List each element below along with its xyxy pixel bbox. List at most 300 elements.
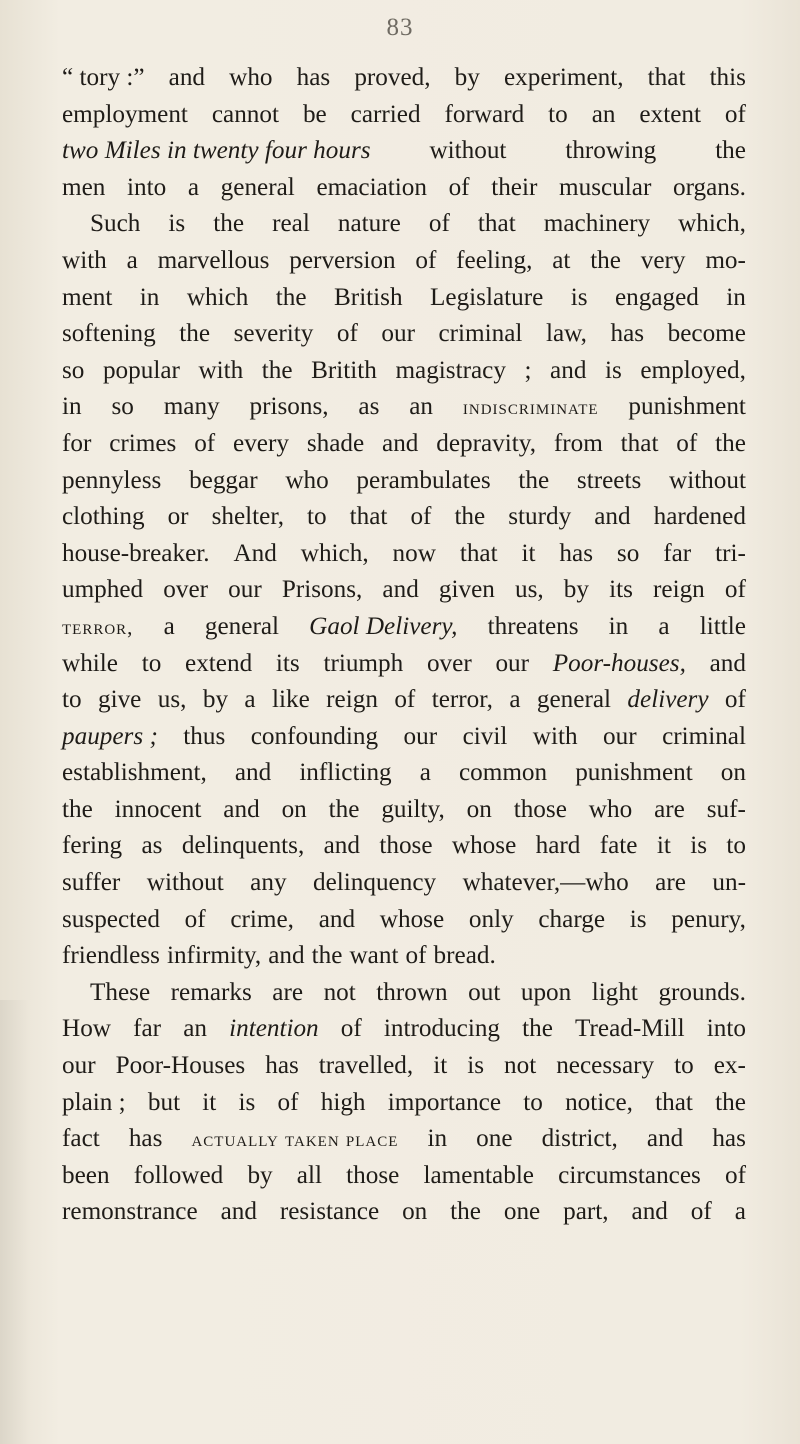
word: importance xyxy=(387,1088,502,1116)
word: is xyxy=(690,832,708,860)
word: inflicting xyxy=(299,759,392,787)
word: want xyxy=(349,942,399,970)
word: to xyxy=(307,503,327,531)
word: the xyxy=(179,320,211,348)
word: general xyxy=(204,612,280,640)
word: severity xyxy=(233,320,314,348)
word: These xyxy=(90,978,151,1006)
word: it xyxy=(202,1088,217,1116)
word: only xyxy=(468,905,514,933)
word: is xyxy=(604,356,622,384)
word: experiment, xyxy=(503,64,624,91)
word: its xyxy=(275,649,300,677)
page-shadow xyxy=(0,1000,30,1444)
word: one xyxy=(503,1198,541,1226)
word: threatens xyxy=(487,612,579,640)
word: by xyxy=(202,686,229,714)
word: pennyless xyxy=(62,466,162,494)
word: mo- xyxy=(705,246,746,274)
word: a xyxy=(187,173,200,201)
word: of xyxy=(340,1015,362,1043)
word: with xyxy=(62,246,107,274)
word: become xyxy=(667,320,746,348)
word: are xyxy=(654,795,685,823)
word: is xyxy=(629,905,647,933)
page-number: 83 xyxy=(386,14,414,41)
word: Poor-Houses xyxy=(115,1052,246,1080)
word: the xyxy=(213,210,245,238)
word: their xyxy=(491,173,538,201)
word: our xyxy=(403,722,438,750)
word: resistance xyxy=(279,1198,380,1226)
word: the xyxy=(590,246,621,274)
word: and xyxy=(323,832,360,860)
word: at xyxy=(552,246,571,274)
word: thrown xyxy=(376,978,448,1006)
word: be xyxy=(302,100,327,128)
word: of xyxy=(448,173,470,201)
word: introducing xyxy=(383,1015,501,1043)
small-caps-word: terror, xyxy=(62,614,134,639)
text-line xyxy=(62,792,746,829)
word: over xyxy=(163,576,209,604)
word: on xyxy=(402,1198,428,1226)
word: Prisons, xyxy=(281,576,363,604)
word: of xyxy=(676,429,698,457)
word: our xyxy=(62,1052,96,1080)
word: an xyxy=(591,100,616,128)
word: and xyxy=(550,356,587,384)
word: whatever,—who xyxy=(462,869,629,897)
word: that xyxy=(655,1088,693,1116)
word: from xyxy=(553,429,603,457)
text-line xyxy=(62,938,746,975)
word: not xyxy=(323,978,356,1006)
word: criminal xyxy=(438,320,523,348)
small-caps-phrase: actually taken place xyxy=(191,1127,399,1152)
word: machinery xyxy=(543,210,651,238)
word: a xyxy=(163,612,175,640)
text-line xyxy=(62,133,746,170)
word: the xyxy=(518,466,550,494)
text-line xyxy=(62,828,746,865)
word: in xyxy=(139,283,160,311)
word: and xyxy=(631,1198,668,1226)
text-line xyxy=(62,1048,746,1085)
text-line xyxy=(62,1011,746,1048)
word: forward xyxy=(444,100,525,128)
word: has xyxy=(712,1125,746,1153)
word: perambulates xyxy=(356,466,491,494)
word: innocent xyxy=(114,795,202,823)
word: popular xyxy=(102,356,180,384)
italic-phrase: Gaol Delivery, xyxy=(309,612,458,640)
word: penury, xyxy=(671,905,746,933)
word: un- xyxy=(712,869,746,897)
word: magistracy xyxy=(395,356,506,384)
text-line xyxy=(62,572,746,609)
word: those xyxy=(513,795,567,823)
word: district, xyxy=(541,1125,618,1153)
word: whose xyxy=(451,832,517,860)
word: a xyxy=(126,246,138,274)
word: high xyxy=(320,1088,366,1116)
word: plain ; xyxy=(62,1088,126,1116)
word: followed xyxy=(133,1161,224,1189)
word: without xyxy=(146,869,224,897)
word: which, xyxy=(678,210,746,238)
word: which, xyxy=(300,539,369,567)
word: and xyxy=(594,503,631,531)
word: British xyxy=(334,283,403,311)
word: confounding xyxy=(250,722,379,750)
word: that xyxy=(477,210,516,238)
text-line xyxy=(62,97,746,134)
word: ; xyxy=(524,356,532,384)
word: so xyxy=(616,539,640,567)
word: our xyxy=(495,649,530,677)
word: us, xyxy=(514,576,544,604)
word: shade xyxy=(306,429,365,457)
word: the xyxy=(450,1198,481,1226)
text-line xyxy=(62,280,746,317)
word: terror, xyxy=(431,686,493,714)
word: given xyxy=(438,576,495,604)
word: the xyxy=(715,1088,746,1116)
word: us, xyxy=(157,686,187,714)
word: ment xyxy=(62,283,113,311)
word: house-breaker. xyxy=(62,539,210,567)
word: and xyxy=(220,1198,257,1226)
word: Britith xyxy=(311,356,377,384)
word: thus xyxy=(183,722,226,750)
word: by xyxy=(247,1161,273,1189)
text-line xyxy=(62,865,746,902)
word: without xyxy=(669,466,746,494)
word: of xyxy=(724,576,746,604)
word: reign xyxy=(326,686,378,714)
word: cannot xyxy=(211,100,279,128)
word: hardened xyxy=(653,503,746,531)
word: general xyxy=(220,173,295,201)
word: it xyxy=(521,539,536,567)
word: marvellous xyxy=(157,246,270,274)
word: ex- xyxy=(713,1052,746,1080)
word: circumstances xyxy=(558,1161,701,1189)
word: a xyxy=(244,686,256,714)
word: employment xyxy=(62,100,188,128)
word: in xyxy=(62,393,82,421)
word: give xyxy=(97,686,142,714)
word: of xyxy=(724,100,746,128)
word: has xyxy=(296,64,331,91)
word: without xyxy=(429,137,507,165)
word: remarks xyxy=(170,978,252,1006)
word: Legislature xyxy=(430,283,544,311)
word: And xyxy=(233,539,277,567)
text-line xyxy=(62,316,746,353)
text-line xyxy=(62,60,746,97)
word: all xyxy=(296,1161,322,1189)
text-line xyxy=(62,755,746,792)
word: that xyxy=(459,539,498,567)
word: of xyxy=(405,942,427,970)
word: any xyxy=(250,869,287,897)
word: carried xyxy=(350,100,421,128)
word: as xyxy=(358,393,380,421)
italic-phrase: delivery xyxy=(627,686,709,714)
text-line xyxy=(62,682,746,719)
word: one xyxy=(476,1125,513,1153)
word: crime, xyxy=(230,905,294,933)
italic-phrase: two Miles in twenty four hours xyxy=(62,137,371,165)
word: delinquents, xyxy=(181,832,305,860)
word: the xyxy=(522,1015,553,1043)
word: or xyxy=(167,503,189,531)
word: those xyxy=(346,1161,400,1189)
word: with xyxy=(198,356,244,384)
italic-phrase: paupers ; xyxy=(62,722,158,750)
word: umphed xyxy=(62,576,144,604)
paragraph-start-line xyxy=(62,975,746,1012)
word: not xyxy=(504,1052,537,1080)
word: proved, xyxy=(354,64,431,91)
word: triumph xyxy=(323,649,404,677)
word: muscular xyxy=(559,173,652,201)
word: and xyxy=(382,429,419,457)
word: it xyxy=(433,1052,448,1080)
word: been xyxy=(62,1161,110,1189)
italic-phrase: intention xyxy=(229,1015,319,1043)
text-line xyxy=(62,1121,746,1158)
word: charge xyxy=(538,905,606,933)
word: into xyxy=(706,1015,746,1043)
word: and xyxy=(709,649,746,677)
word: fate xyxy=(599,832,638,860)
word: guilty, xyxy=(381,795,445,823)
word: real xyxy=(272,210,310,238)
word: and xyxy=(382,576,419,604)
word: streets xyxy=(576,466,642,494)
word: punishment xyxy=(628,393,746,421)
text-line xyxy=(62,170,746,207)
word: engaged xyxy=(614,283,699,311)
word: the xyxy=(275,283,307,311)
word: beggar xyxy=(189,466,258,494)
word: clothing xyxy=(62,503,145,531)
word: infirmity, xyxy=(166,942,262,970)
word: of xyxy=(184,905,206,933)
word: who xyxy=(285,466,329,494)
text-line xyxy=(62,646,746,683)
body-text xyxy=(62,60,746,1231)
word: the xyxy=(311,942,343,970)
word: in xyxy=(427,1125,448,1153)
word: of xyxy=(724,686,746,714)
word: of xyxy=(428,210,450,238)
word: to xyxy=(523,1088,543,1116)
word: is xyxy=(168,210,186,238)
word: “ tory :” xyxy=(62,64,145,91)
text-line xyxy=(62,902,746,939)
word: far xyxy=(663,539,692,567)
text-line xyxy=(62,1158,746,1195)
word: depravity, xyxy=(436,429,537,457)
word: prisons, xyxy=(249,393,329,421)
text-line xyxy=(62,609,746,646)
word: employed, xyxy=(640,356,746,384)
word: and xyxy=(318,905,356,933)
word: friendless xyxy=(62,942,160,970)
word: our xyxy=(603,722,637,750)
word: an xyxy=(183,1015,207,1043)
word: of xyxy=(194,429,216,457)
word: has xyxy=(559,539,593,567)
word: of xyxy=(336,320,358,348)
word: the xyxy=(62,795,93,823)
word: part, xyxy=(563,1198,609,1226)
word: and xyxy=(646,1125,684,1153)
word: and xyxy=(223,795,260,823)
word: travelled, xyxy=(318,1052,414,1080)
word: extent xyxy=(639,100,701,128)
word: lamentable xyxy=(423,1161,534,1189)
word: is xyxy=(238,1088,256,1116)
word: is xyxy=(467,1052,485,1080)
word: law, xyxy=(545,320,587,348)
word: the xyxy=(715,429,746,457)
word: crimes xyxy=(109,429,177,457)
word: in xyxy=(726,283,746,311)
word: general xyxy=(536,686,612,714)
word: many xyxy=(163,393,220,421)
word: organs. xyxy=(672,173,746,201)
word: while xyxy=(62,649,118,677)
word: now xyxy=(392,539,436,567)
word: which xyxy=(186,283,249,311)
text-line xyxy=(62,536,746,573)
word: softening xyxy=(62,320,156,348)
word: over xyxy=(426,649,472,677)
word: common xyxy=(458,759,548,787)
word: the xyxy=(454,503,486,531)
word: tri- xyxy=(715,539,746,567)
word: remonstrance xyxy=(62,1198,198,1226)
word: a xyxy=(734,1198,746,1226)
word: of xyxy=(725,1161,746,1189)
word: to xyxy=(674,1052,694,1080)
word: suspected xyxy=(62,905,160,933)
small-caps-word: indiscriminate xyxy=(462,395,599,420)
word: nature xyxy=(337,210,401,238)
word: the xyxy=(328,795,360,823)
word: hard xyxy=(535,832,581,860)
word: Tread-Mill xyxy=(575,1015,685,1043)
word: necessary xyxy=(556,1052,655,1080)
text-line xyxy=(62,463,746,500)
word: on xyxy=(466,795,492,823)
word: delinquency xyxy=(313,869,437,897)
word: into xyxy=(127,173,167,201)
text-line xyxy=(62,243,746,280)
word: every xyxy=(233,429,289,457)
word: a xyxy=(509,686,521,714)
word: the xyxy=(715,137,746,165)
word: the xyxy=(261,356,293,384)
word: punishment xyxy=(575,759,693,787)
word: who xyxy=(588,795,633,823)
word: throwing xyxy=(565,137,657,165)
word: that xyxy=(620,429,659,457)
word: far xyxy=(133,1015,162,1043)
word: emaciation xyxy=(316,173,427,201)
word: its xyxy=(609,576,633,604)
word: of xyxy=(690,1198,712,1226)
word: to xyxy=(141,649,162,677)
word: that xyxy=(647,64,686,91)
word: a xyxy=(419,759,431,787)
paragraph-start-line xyxy=(62,206,746,243)
word: are xyxy=(655,869,686,897)
text-line xyxy=(62,1085,746,1122)
word: are xyxy=(272,978,304,1006)
word: fact xyxy=(62,1125,100,1153)
word: reign xyxy=(653,576,705,604)
word: who xyxy=(229,64,273,91)
text-line xyxy=(62,719,746,756)
word: in xyxy=(608,612,629,640)
text-line xyxy=(62,499,746,536)
word: as xyxy=(141,832,163,860)
word: extend xyxy=(185,649,253,677)
word: to xyxy=(62,686,82,714)
text-line xyxy=(62,389,746,426)
word: perversion xyxy=(289,246,396,274)
word: little xyxy=(699,612,746,640)
word: an xyxy=(409,393,434,421)
word: so xyxy=(111,393,134,421)
word: and xyxy=(234,759,272,787)
word: it xyxy=(656,832,671,860)
word: upon xyxy=(520,978,572,1006)
text-line xyxy=(62,1194,746,1231)
word: criminal xyxy=(662,722,746,750)
word: that xyxy=(349,503,388,531)
word: of xyxy=(415,246,437,274)
word: of xyxy=(410,503,432,531)
word: feeling, xyxy=(456,246,533,274)
word: How xyxy=(62,1015,111,1043)
word: Such xyxy=(90,210,141,238)
word: those xyxy=(379,832,433,860)
word: very xyxy=(640,246,686,274)
word: and xyxy=(168,64,206,91)
word: men xyxy=(62,173,106,201)
word: our xyxy=(381,320,415,348)
word: with xyxy=(532,722,578,750)
word: on xyxy=(720,759,746,787)
word: fering xyxy=(62,832,123,860)
word: civil xyxy=(462,722,508,750)
word: bread. xyxy=(433,942,496,970)
word: has xyxy=(610,320,645,348)
word: light xyxy=(591,978,638,1006)
word: of xyxy=(394,686,416,714)
word: and xyxy=(268,942,305,970)
word: whose xyxy=(379,905,445,933)
word: establishment, xyxy=(62,759,207,787)
word: but xyxy=(147,1088,181,1116)
